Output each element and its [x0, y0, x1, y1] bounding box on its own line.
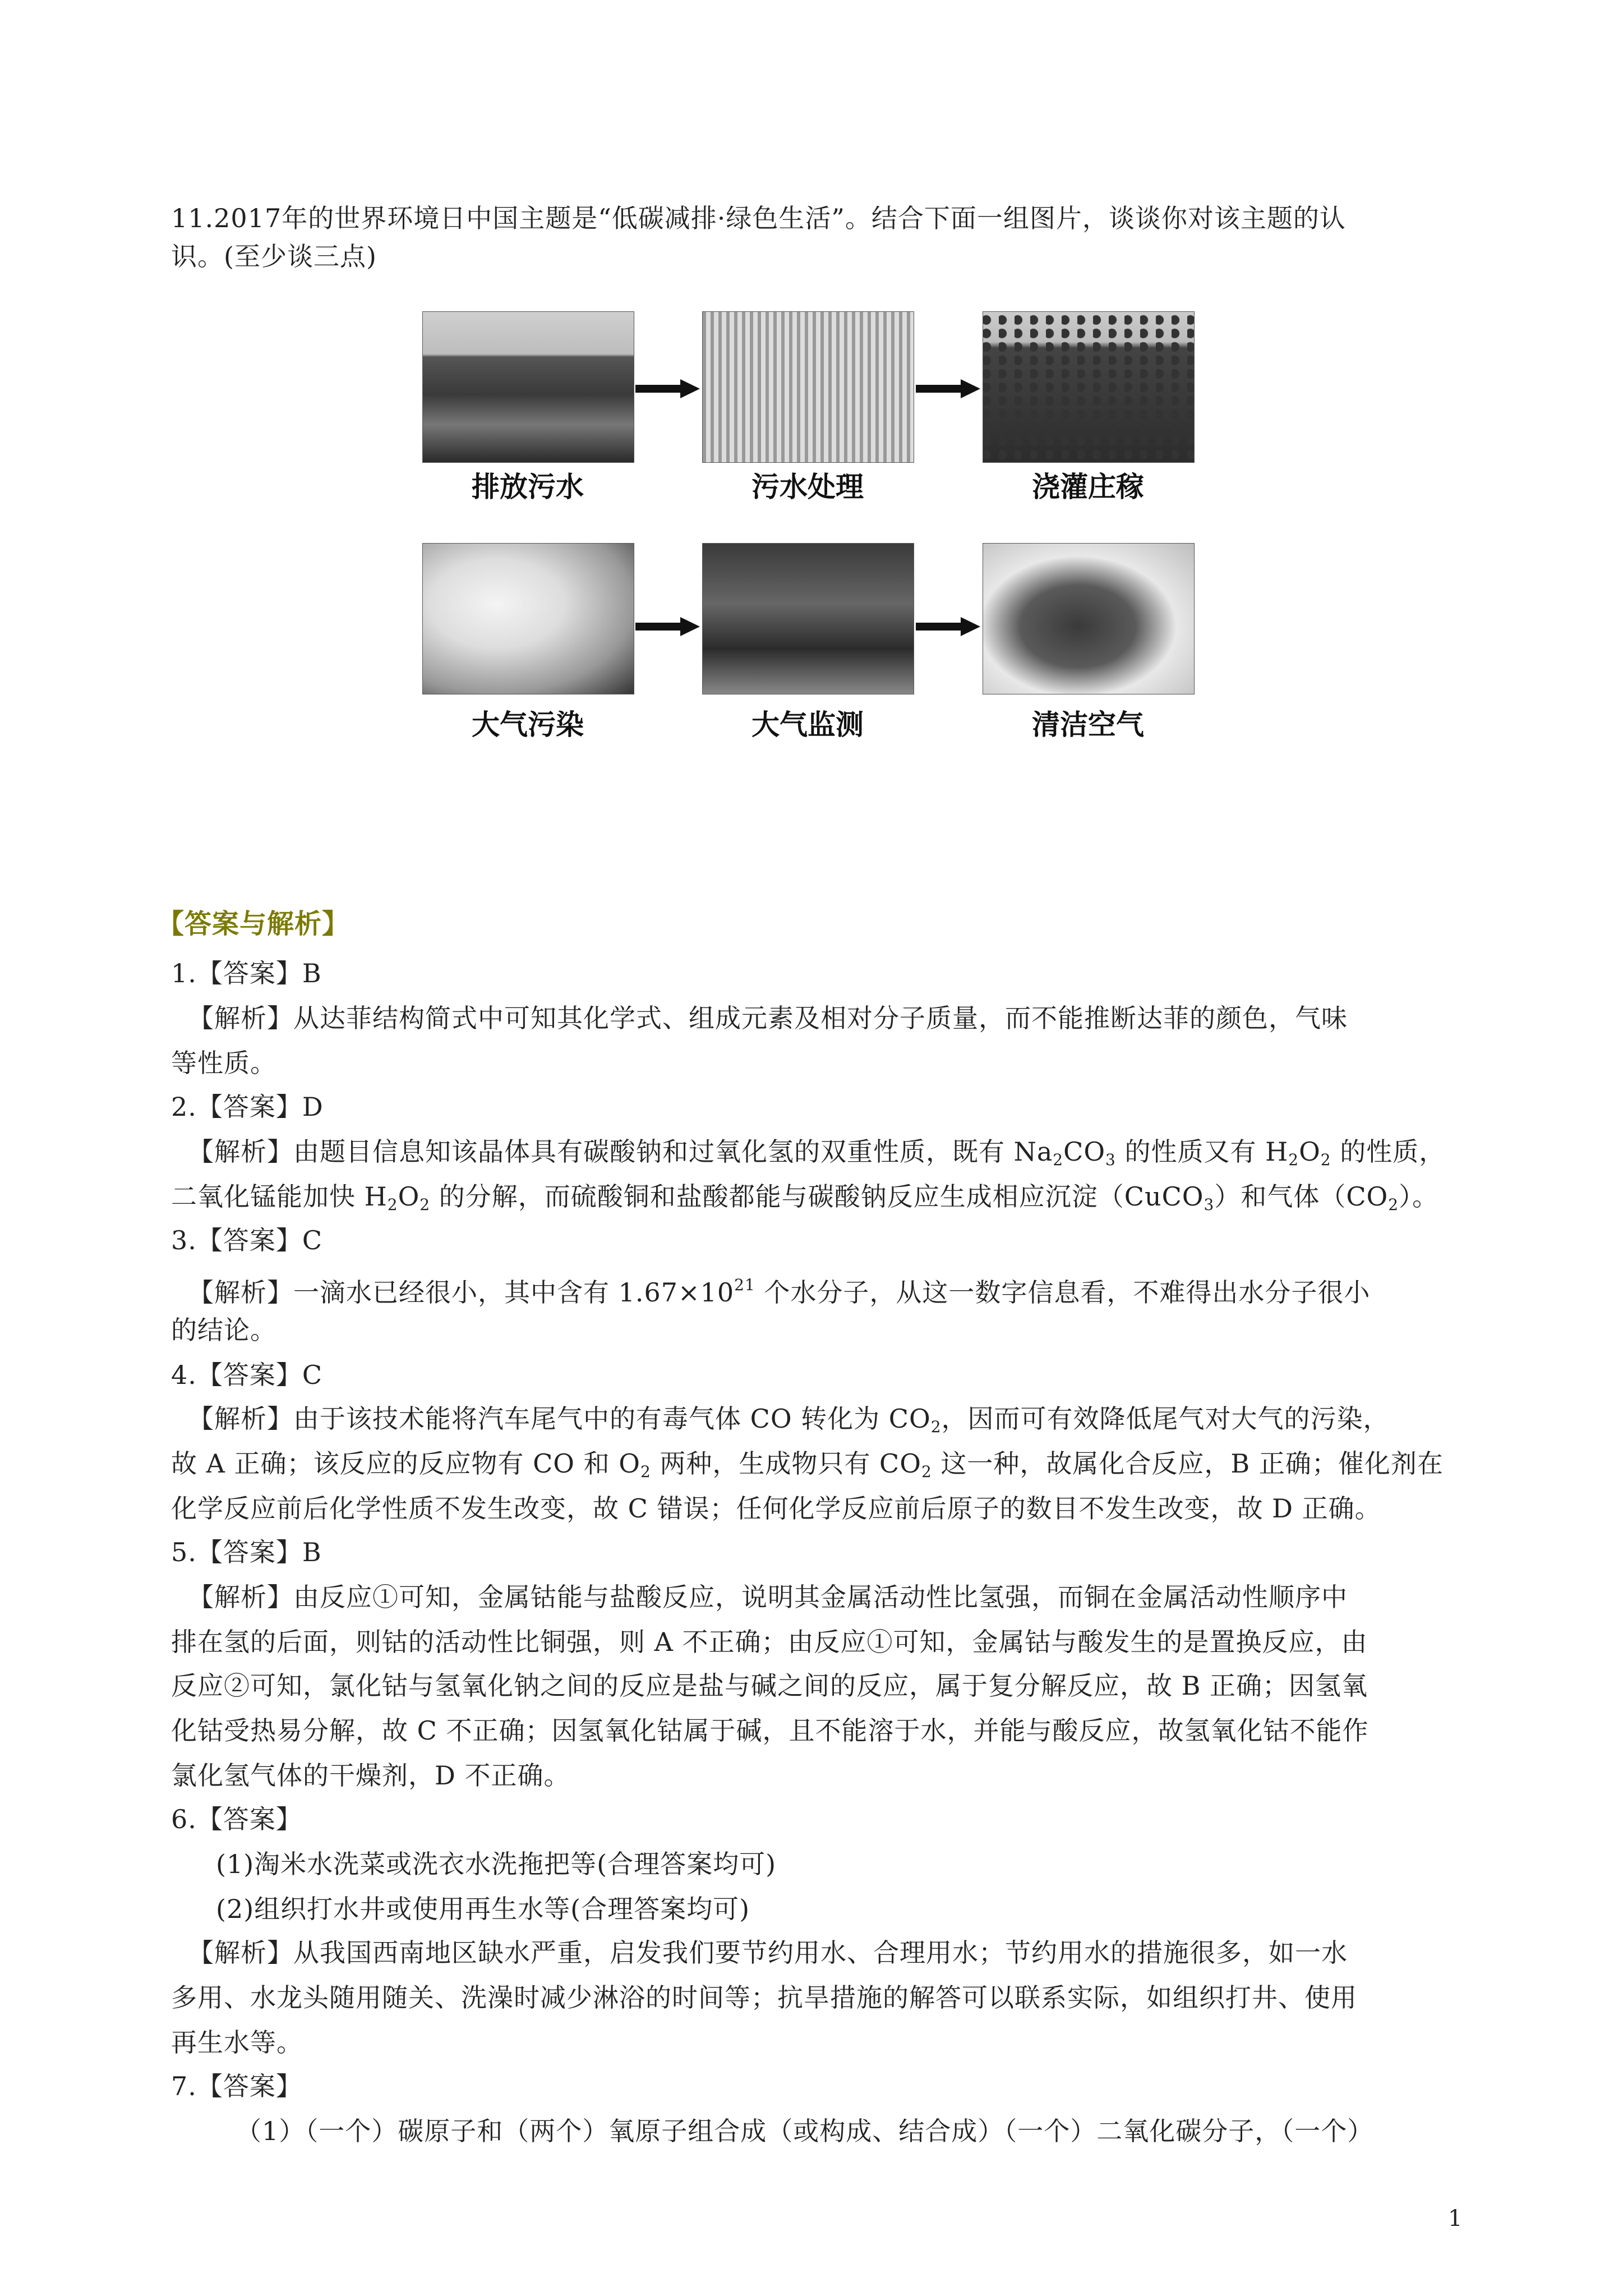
answer-6-part-1: (1)淘米水洗菜或洗衣水洗拖把等(合理答案均可) [216, 1849, 777, 1879]
explanation-4-line-2: 故 A 正确；该反应的反应物有 CO 和 $O_2$ 两种，生成物只有 $CO_2$ 这一种，故属化合反应，B 正确；催化剂在 [171, 1448, 1444, 1481]
air-monitoring-photo [702, 543, 914, 694]
arrow-icon [916, 379, 980, 398]
answer-7-part-1: （1）（一个）碳原子和（两个）氧原子组合成（或构成、结合成）（一个）二氧化碳分子，（一个） [236, 2116, 1374, 2146]
caption: 大气监测 [751, 708, 864, 741]
caption: 清洁空气 [1032, 708, 1144, 741]
answer-6: 6.【答案】 [171, 1804, 302, 1834]
explanation-3-line-1: 【解析】一滴水已经很小，其中含有 $1.67\times 10^{21}$ 个水分子，从这一数字信息看，不难得出水分子很小 [188, 1276, 1371, 1308]
question-line-1: 11.2017年的世界环境日中国主题是“低碳减排·绿色生活”。结合下面一组图片，谈谈你对该主题的认 [171, 203, 1346, 233]
answer-1: 1.【答案】B [171, 958, 322, 988]
caption: 大气污染 [472, 708, 584, 741]
explanation-5-line-5: 氯化氢气体的干燥剂，D 不正确。 [171, 1760, 570, 1791]
arrow-icon [635, 617, 700, 636]
explanation-2-line-2: 二氧化锰能加快 $H_2O_2$ 的分解，而硫酸铜和盐酸都能与碳酸钠反应生成相应沉淀（CuCO$_3$）和气体$(CO_2)$。 [171, 1181, 1439, 1214]
question-line-2: 识。(至少谈三点) [171, 241, 377, 272]
explanation-5-line-3: 反应②可知，氯化钴与氢氧化钠之间的反应是盐与碱之间的反应，属于复分解反应，故 B 正确；因氢氧 [171, 1671, 1368, 1701]
explanation-1-line-2: 等性质。 [171, 1048, 276, 1078]
air-pollution-photo [422, 543, 634, 694]
caption: 浇灌庄稼 [1032, 471, 1144, 503]
answer-7: 7.【答案】 [171, 2071, 302, 2101]
explanation-1-line-1: 【解析】从达菲结构简式中可知其化学式、组成元素及相对分子质量，而不能推断达菲的颜色，气味 [188, 1003, 1348, 1033]
caption: 污水处理 [751, 471, 864, 503]
sewage-treatment-photo [702, 311, 914, 463]
answer-5: 5.【答案】B [171, 1537, 322, 1567]
clean-air-photo [983, 543, 1195, 694]
arrow-icon [635, 379, 700, 398]
explanation-2-line-1: 【解析】由题目信息知该晶体具有碳酸钠和过氧化氢的双重性质，既有 $Na_2CO_3$ 的性质又有 $H_2O_2$ 的性质， [188, 1137, 1446, 1169]
explanation-4-line-3: 化学反应前后化学性质不发生改变，故 C 错误；任何化学反应前后原子的数目不发生改变，故 D 正确。 [171, 1493, 1381, 1524]
explanation-3-line-2: 的结论。 [171, 1315, 276, 1345]
explanation-5-line-1: 【解析】由反应①可知，金属钴能与盐酸反应，说明其金属活动性比氢强，而铜在金属活动性顺序中 [188, 1582, 1348, 1612]
caption: 排放污水 [472, 471, 584, 503]
answers-heading: 【答案与解析】 [157, 908, 350, 940]
explanation-5-line-4: 化钴受热易分解，故 C 不正确；因氢氧化钴属于碱，且不能溶于水，并能与酸反应，故氢氧化钴不能作 [171, 1715, 1369, 1746]
answer-3: 3.【答案】C [171, 1225, 323, 1255]
crop-irrigation-photo [983, 311, 1195, 463]
explanation-6-line-2: 多用、水龙头随用随关、洗澡时减少淋浴的时间等；抗旱措施的解答可以联系实际，如组织打井、使用 [171, 1982, 1357, 2013]
explanation-6-line-3: 再生水等。 [171, 2027, 303, 2058]
answer-2: 2.【答案】D [171, 1092, 324, 1122]
answer-6-part-2: (2)组织打水井或使用再生水等(合理答案均可) [216, 1894, 750, 1924]
arrow-icon [916, 617, 980, 636]
page-number: 1 [1448, 2206, 1463, 2231]
answer-4: 4.【答案】C [171, 1360, 323, 1390]
sewage-discharge-photo [422, 311, 634, 463]
explanation-6-line-1: 【解析】从我国西南地区缺水严重，启发我们要节约用水、合理用水；节约用水的措施很多，如一水 [188, 1938, 1348, 1968]
explanation-5-line-2: 排在氢的后面，则钴的活动性比铜强，则 A 不正确；由反应①可知，金属钴与酸发生的是置换反应，由 [171, 1627, 1368, 1657]
explanation-4-line-1: 【解析】由于该技术能将汽车尾气中的有毒气体 CO 转化为 $CO_2$，因而可有效降低尾气对大气的污染， [188, 1404, 1390, 1436]
